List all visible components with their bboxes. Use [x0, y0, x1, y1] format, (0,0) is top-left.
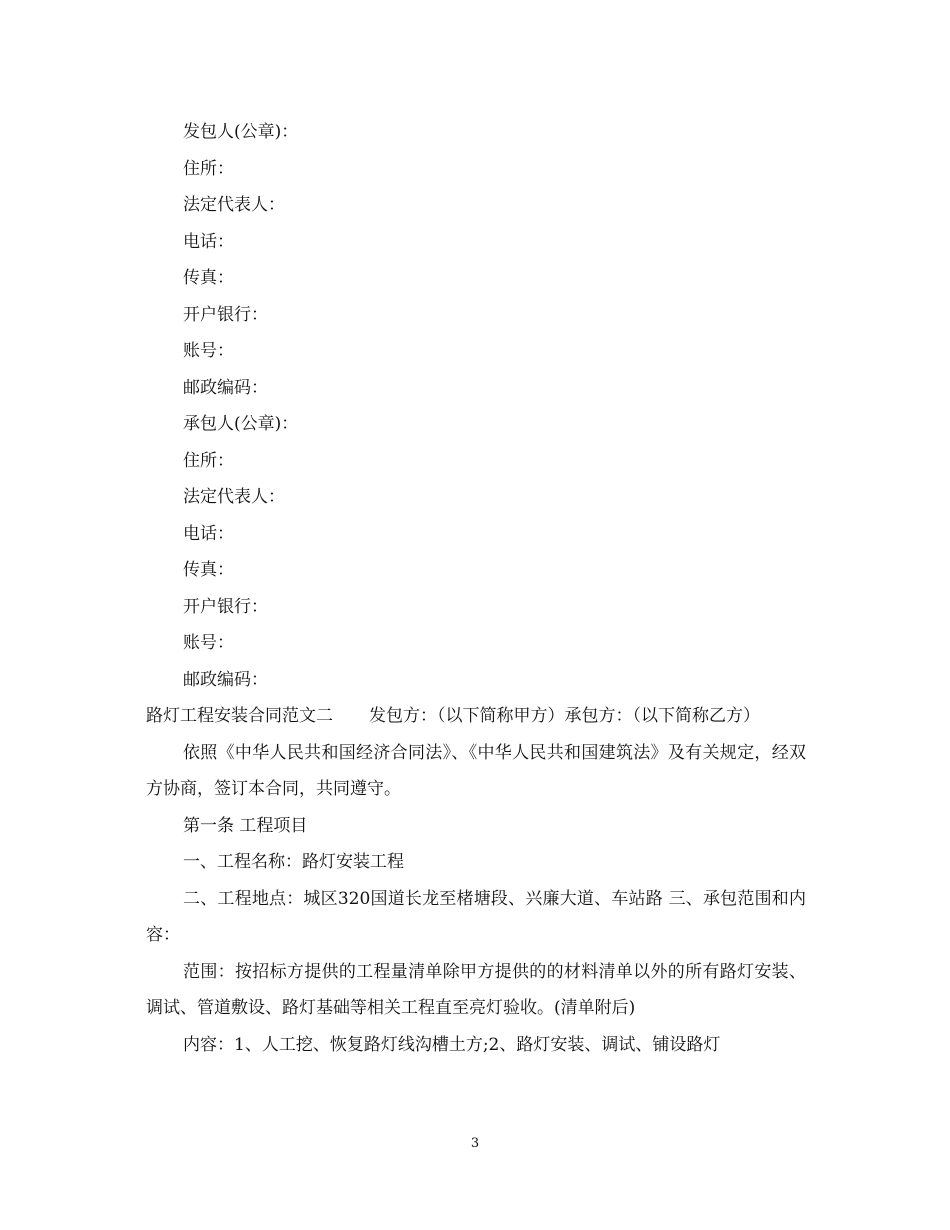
party-a-fax-field: 传真： [183, 268, 234, 288]
contract-two-heading: 路灯工程安装合同范文二 [146, 706, 333, 726]
document-body [146, 114, 806, 1063]
party-a-postcode-field: 邮政编码： [183, 377, 268, 398]
contract-two-parties: 发包方：（以下简称甲方）承包方：（以下简称乙方） [369, 706, 760, 726]
project-location-item: 二、工程地点：城区320国道长龙至楮塘段、兴廉大道、车站路 三、承包范围和内容： [146, 888, 806, 945]
party-b-address-field: 住所： [183, 450, 234, 471]
project-content-paragraph: 内容：1、人工挖、恢复路灯线沟槽土方;2、路灯安装、调试、铺设路灯 [183, 1034, 721, 1055]
project-name-item: 一、工程名称：路灯安装工程 [183, 852, 404, 872]
page-number: 3 [470, 1136, 480, 1151]
party-b-postcode-field: 邮政编码： [183, 669, 268, 690]
party-b-bank-field: 开户银行： [183, 596, 268, 617]
party-a-address-field: 住所： [183, 158, 234, 179]
party-a-bank-field: 开户银行： [183, 304, 268, 325]
party-a-title: 发包人(公章)： [183, 122, 299, 142]
party-b-phone-field: 电话： [183, 523, 234, 544]
party-b-legal-rep-field: 法定代表人： [183, 487, 285, 507]
project-scope-paragraph: 范围：按招标方提供的工程量清单除甲方提供的的材料清单以外的所有路灯安装、调试、管道敷设、路灯基础等相关工程直至亮灯验收。(清单附后) [146, 961, 806, 1018]
party-b-account-field: 账号： [183, 633, 234, 653]
party-a-account-field: 账号： [183, 341, 234, 361]
article-one-heading: 第一条 工程项目 [183, 815, 308, 836]
party-b-title: 承包人(公章)： [183, 414, 299, 434]
party-a-phone-field: 电话： [183, 231, 234, 252]
contract-preamble: 依照《中华人民共和国经济合同法》、《中华人民共和国建筑法》及有关规定，经双方协商，签订本合同，共同遵守。 [146, 742, 806, 799]
party-b-fax-field: 传真： [183, 560, 234, 580]
contract-two-heading-paragraph [146, 698, 806, 735]
party-a-legal-rep-field: 法定代表人： [183, 195, 285, 215]
